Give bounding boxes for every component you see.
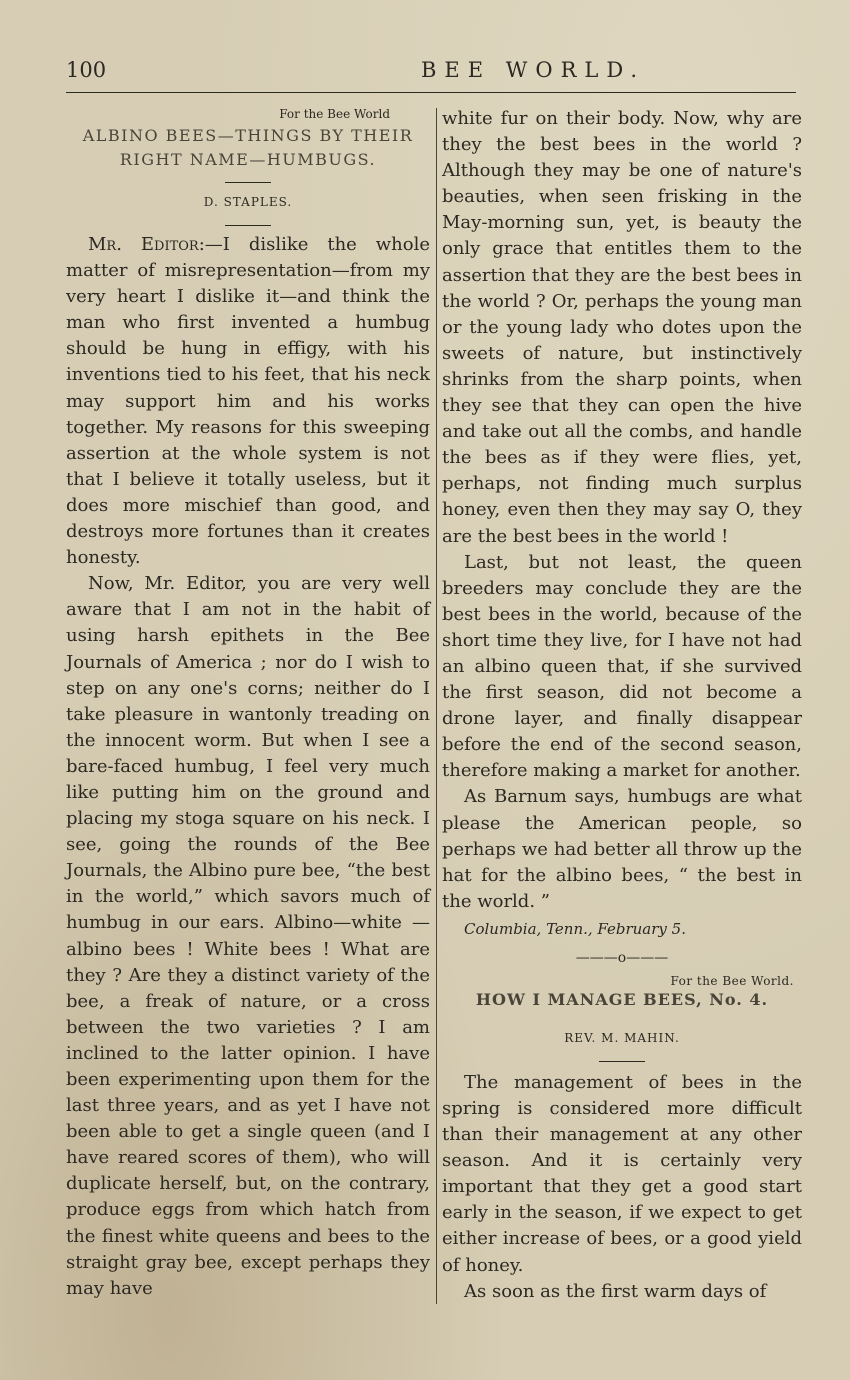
page-number: 100 xyxy=(66,58,107,82)
page-header xyxy=(66,56,796,93)
article-author: REV. M. MAHIN. xyxy=(564,1030,680,1045)
article-title: ALBINO BEES—THINGS BY THEIR RIGHT NAME—HUMBUGS. xyxy=(82,126,414,169)
right-column xyxy=(442,106,802,1305)
author-rule xyxy=(599,1061,645,1062)
paragraph-text: :—I dislike the whole matter of misrepresentation—from my very heart I dislike it—and think the man who first invented a humbug should be hung in effigy, with his inventions tied to his feet, that his neck may support him and his works together. My reasons for this sweeping assertion at the whole system is not that I believe it totally useless, but it does more mischief than good, and destroys more fortunes than it creates honesty. xyxy=(66,234,431,569)
article-signoff: Columbia, Tenn., February 5. xyxy=(464,919,686,938)
paragraph-continued: white fur on their body. Now, why are they the best bees in the world ? Although they may be one of nature's beauties, when seen frisking in the May-morning sun, yet, is beauty the only grace that entitles them to the assertion that they are the best bees in the world ? Or, perhaps the young man or the young lady who dotes upon the sweets of nature, but instinctively shrinks from the sharp points, when they see that they can open the hive and take out all the combs, and handle the bees as if they were flies, yet, perhaps, not finding much surplus honey, even then they may say O, they are the best bees in the world ! xyxy=(442,108,802,547)
paragraph: The management of bees in the spring is considered more difficult than their management at any other season. And it is certainly very important that they get a good start early in the season, if we expect to get either increase of bees, or a good yield of honey. xyxy=(442,1071,802,1276)
column-divider xyxy=(436,108,437,1304)
article-title: HOW I MANAGE BEES, No. 4. xyxy=(475,989,769,1009)
author-rule xyxy=(225,225,271,226)
section-divider: ———o——— xyxy=(575,949,669,966)
left-column xyxy=(66,106,430,1302)
paragraph xyxy=(66,232,430,571)
title-rule xyxy=(225,182,271,183)
paragraph: As soon as the first warm days of xyxy=(464,1280,767,1302)
salutation: Mr. Editor xyxy=(88,234,199,255)
article-byline: For the Bee World xyxy=(279,107,390,121)
article-byline: For the Bee World. xyxy=(670,973,794,988)
article-author: D. STAPLES. xyxy=(203,195,293,209)
paragraph: As Barnum says, humbugs are what please the American people, so perhaps we had better all throw up the hat for the albino bees, “ the best in the world. ” xyxy=(442,786,802,912)
paragraph: Now, Mr. Editor, you are very well aware that I am not in the habit of using harsh epithets in the Bee Journals of America ; nor do I wish to step on any one's corns; neither do I take pleasure in wantonly treading on the innocent worm. But when I see a bare-faced humbug, I feel very much like putting him on the ground and placing my stoga square on his neck. I see, going the rounds of the Bee Journals, the Albino pure bee, “the best in the world,” which savors much of humbug in our ears. Albino—white — albino bees ! White bees ! What are they ? Are they a distinct variety of the bee, a freak of nature, or a cross between the two varieties ? I am inclined to the latter opinion. I have been experimenting upon them for the last three years, and as yet I have not been able to get a single queen (and I have reared scores of them), who will duplicate herself, but, on the contrary, produce eggs from which hatch from the finest white queens and bees to the straight gray bee, except perhaps they may have xyxy=(66,573,430,1299)
paragraph: Last, but not least, the queen breeders may conclude they are the best bees in the world, because of the short time they live, for I have not had an albino queen that, if she survived the first season, did not become a drone layer, and finally disappear before the end of the second season, therefore making a market for another. xyxy=(442,551,802,782)
running-title: BEE WORLD. xyxy=(421,58,646,82)
